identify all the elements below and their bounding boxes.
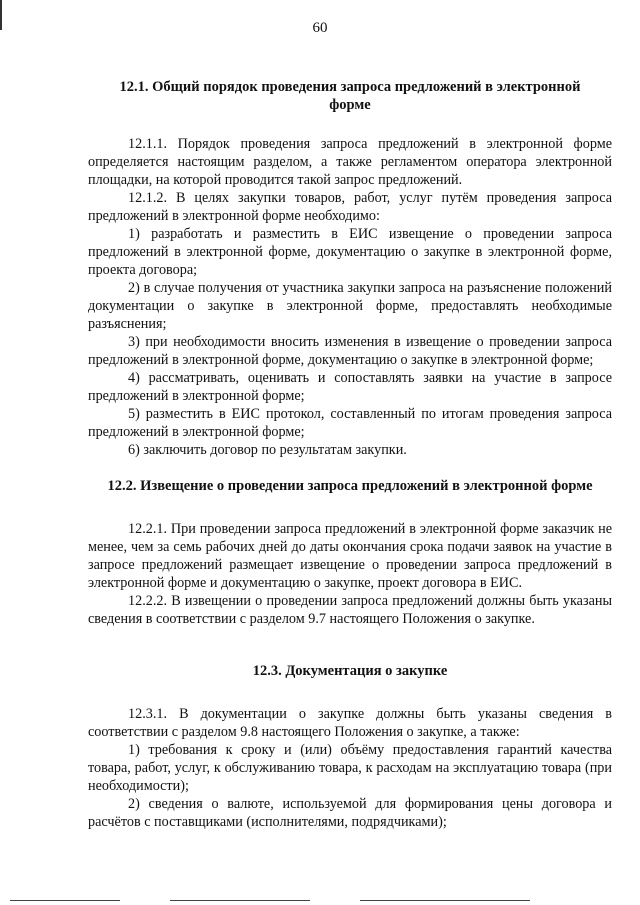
section-body [88,520,612,628]
page-number: 60 [312,20,328,36]
paragraph: 12.1.1. Порядок проведения запроса предложений в электронной форме определяется настоящим разделом, а также регламентом оператора электронной площадки, на которой проводится такой запрос предложений. [88,136,612,188]
section-heading: 12.2. Извещение о проведении запроса предложений в электронной форме [107,478,593,494]
paragraph: 12.1.2. В целях закупки товаров, работ, услуг путём проведения запроса предложений в электронной форме необходимо: [88,190,612,224]
scan-bottom-line [360,900,530,901]
list-item: 6) заключить договор по результатам закупки. [128,442,407,458]
section-body [88,135,612,459]
section-heading: 12.1. Общий порядок проведения запроса предложений в электронной форме [119,79,581,113]
list-item: 1) требования к сроку и (или) объёму предоставления гарантий качества товара, работ, услуг, к обслуживанию товара, к расходам на эксплуатацию товара (при необходимости); [88,742,612,794]
list-item: 2) в случае получения от участника закупки запроса на разъяснение положений документации о закупке в электронной форме, предоставлять необходимые разъяснения; [88,280,612,332]
section-12-1 [88,78,612,459]
list-item: 3) при необходимости вносить изменения в извещение о проведении запроса предложений в электронной форме, документацию о закупке в электронной форме; [88,334,612,368]
section-12-2 [88,477,612,628]
paragraph: 12.2.1. При проведении запроса предложений в электронной форме заказчик не менее, чем за семь рабочих дней до даты окончания срока подачи заявок на участие в запросе предложений размещает извещение о проведении запроса предложений в электронной форме и документацию о закупке, проект договора в ЕИС. [88,521,612,591]
list-item: 5) разместить в ЕИС протокол, составленный по итогам проведения запроса предложений в электронной форме; [88,406,612,440]
scan-bottom-line [10,900,120,901]
paragraph: 12.3.1. В документации о закупке должны быть указаны сведения в соответствии с разделом 9.8 настоящего Положения о закупке, а также: [88,706,612,740]
section-heading: 12.3. Документация о закупке [252,663,448,679]
section-12-3 [88,662,612,831]
scan-bottom-line [170,900,310,901]
list-item: 1) разработать и разместить в ЕИС извещение о проведении запроса предложений в электронной форме, документацию о закупке в электронной форме, проекта договора; [88,226,612,278]
paragraph: 12.2.2. В извещении о проведении запроса предложений должны быть указаны сведения в соответствии с разделом 9.7 настоящего Положения о закупке. [88,593,612,627]
section-body [88,705,612,831]
list-item: 4) рассматривать, оценивать и сопоставлять заявки на участие в запросе предложений в электронной форме; [88,370,612,404]
list-item: 2) сведения о валюте, используемой для формирования цены договора и расчётов с поставщиками (исполнителями, подрядчиками); [88,796,612,830]
